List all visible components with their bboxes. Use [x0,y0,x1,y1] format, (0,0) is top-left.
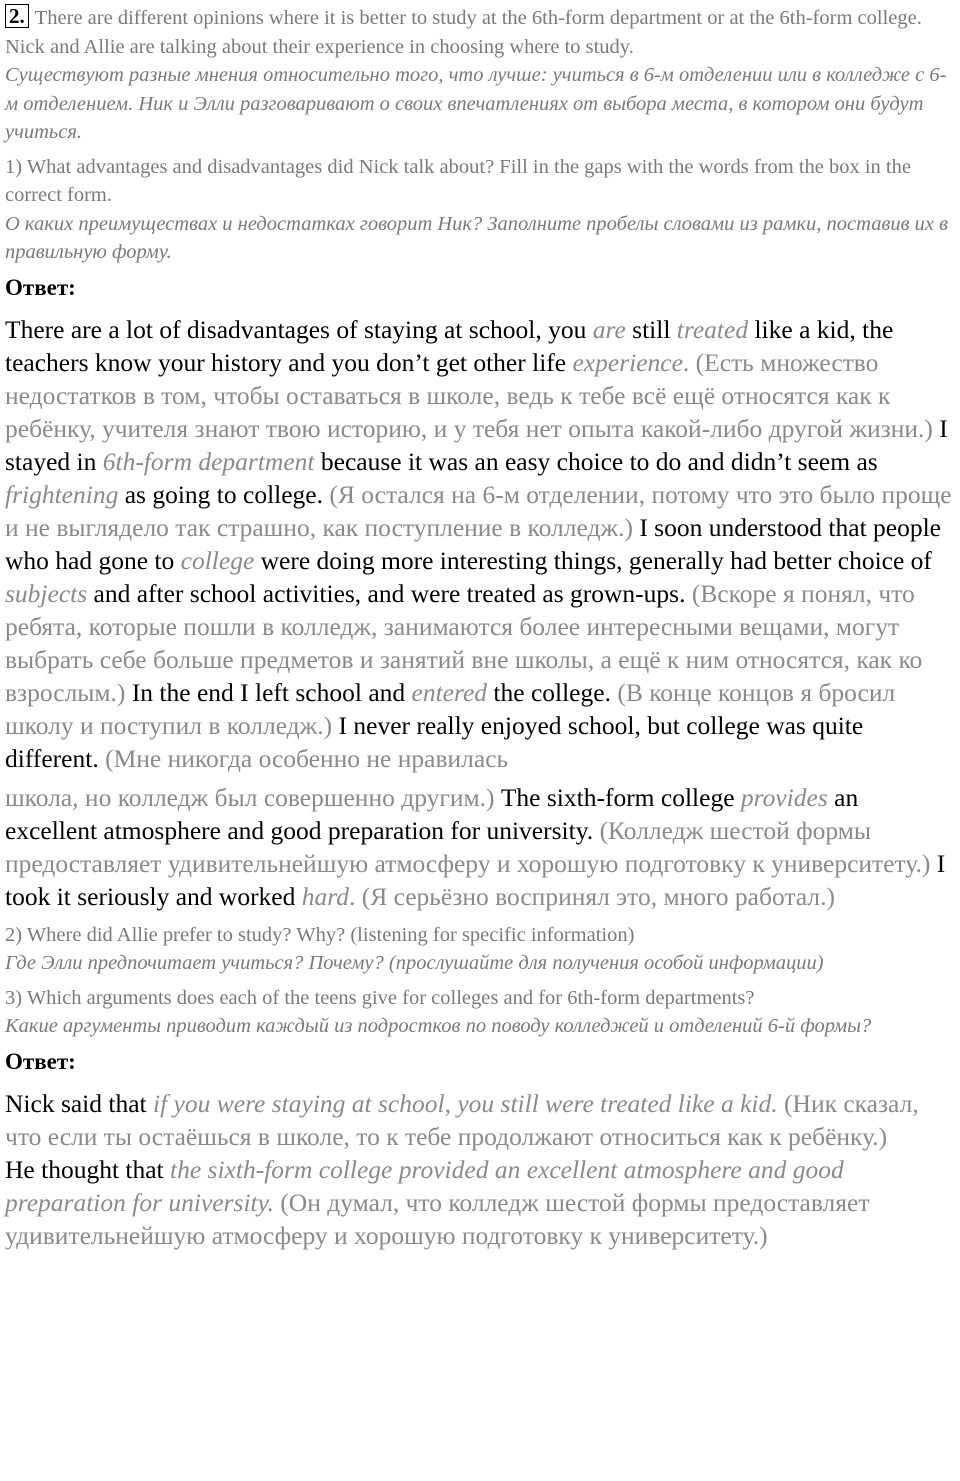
text-part: the college. [487,677,611,707]
text-part: still [625,314,677,344]
question-2-ru: Где Элли предпочитает учиться? Почему? (прослушайте для получения особой информации) [5,952,824,974]
answer-label: Ответ: [5,274,76,300]
translation: . (Есть множество недостатков в том, чтобы оставаться в школе, ведь к тебе всё ещё относятся как к ребёнку, учителя знают твою историю, и у тебя нет опыта какой-либо другой жизни.) [5,347,933,443]
text-part: were doing more interesting things, generally had better choice of [254,545,932,575]
quoted-phrase: the sixth-form college provided an excellent atmosphere and good preparation for university. [5,1154,844,1217]
text-part: I took it seriously and worked [5,848,946,911]
text-part: because it was an easy choice to do and didn’t seem as [314,446,878,476]
text-part: as going to college. [118,479,324,509]
translation: (Вскоре я понял, что ребята, которые пошли в колледж, занимаются более интересными вещами, могут выбрать себе больше предметов и занятий вне школы, а ещё к ним относятся, как ко взрослым.) [5,578,923,707]
question-2-en: 2) Where did Allie prefer to study? Why? (listening for specific information) [5,923,635,946]
answer-label-2: Ответ: [5,1048,76,1074]
answer-2-sentence-1 [5,1087,954,1153]
translation: школа, но колледж был совершенно другим.) [5,782,495,812]
task-number: 2. [5,4,29,28]
question-3-en: 3) Which arguments does each of the teens give for colleges and for 6th-form departments? [5,986,755,1009]
translation: (Колледж шестой формы предоставляет удивительнейшую атмосферу и хорошую подготовку к университету.) [5,815,931,878]
intro-en: There are different opinions where it is better to study at the 6th-form department or at the 6th-form college. Nick and Allie are talking about their experience in choosing where to study. [5,7,922,58]
translation: (Он думал, что колледж шестой формы предоставляет удивительнейшую атмосферу и хорошую подготовку к университету.) [5,1187,870,1250]
question-1-en: 1) What advantages and disadvantages did Nick talk about? Fill in the gaps with the words from the box in the correct form. [5,155,911,206]
answer-1-text-cont [5,781,954,913]
intro-ru: Существуют разные мнения относительно того, что лучше: учиться в 6-м отделении или в колледже с 6-м отделением. Ник и Элли разговаривают о своих впечатлениях от выбора места, в котором они будут учиться. [5,64,947,143]
gap-word: entered [411,677,488,707]
text-part: I soon understood that people who had gone to [5,512,942,575]
gap-word: treated [676,314,749,344]
text-part: I never really enjoyed school, but college was quite different. [5,710,864,773]
answer-1-text [5,313,954,775]
text-part: an excellent atmosphere and good preparation for university. [5,782,859,845]
question-3-ru: Какие аргументы приводит каждый из подростков по поводу колледжей и отделений 6-й формы? [5,1015,872,1037]
text-part: The sixth-form college [494,782,741,812]
text-part: I stayed in [5,413,948,476]
gap-word: provides [740,782,828,812]
translation: (В конце концов я бросил школу и поступил в колледж.) [5,677,896,740]
translation: (Мне никогда особенно не нравилась [98,743,509,773]
answer-2-sentence-2 [5,1153,954,1252]
translation: (Ник сказал, что если ты остаёшься в школе, то к тебе продолжают относиться как к ребёнку.) [5,1088,919,1151]
quoted-phrase: if you were staying at school, you still were treated like a kid. [153,1088,778,1118]
gap-word: subjects [5,578,88,608]
text-part: There are a lot of disadvantages of staying at school, you [5,314,593,344]
question-1 [5,153,954,267]
text-part: Nick said that [5,1088,154,1118]
question-1-ru: О каких преимуществах и недостатках говорит Ник? Заполните пробелы словами из рамки, поставив их в правильную форму. [5,212,948,263]
translation: (Я остался на 6-м отделении, потому что это было проще и не выглядело так страшно, как поступление в колледж.) [5,479,952,542]
gap-word: 6th-form department [102,446,315,476]
question-2 [5,921,954,978]
text-part: and after school activities, and were treated as grown-ups. [87,578,686,608]
gap-word: hard [301,881,349,911]
gap-word: are [592,314,626,344]
gap-word: college [180,545,255,575]
translation: . (Я серьёзно воспринял это, много работал.) [348,881,835,911]
question-3 [5,984,954,1041]
text-part: In the end I left school and [125,677,412,707]
task-intro [5,4,954,147]
gap-word: experience [572,347,683,377]
gap-word: frightening [5,479,119,509]
text-part: like a kid, the teachers know your history and you don’t get other life [5,314,894,377]
text-part: He thought that [5,1154,171,1184]
